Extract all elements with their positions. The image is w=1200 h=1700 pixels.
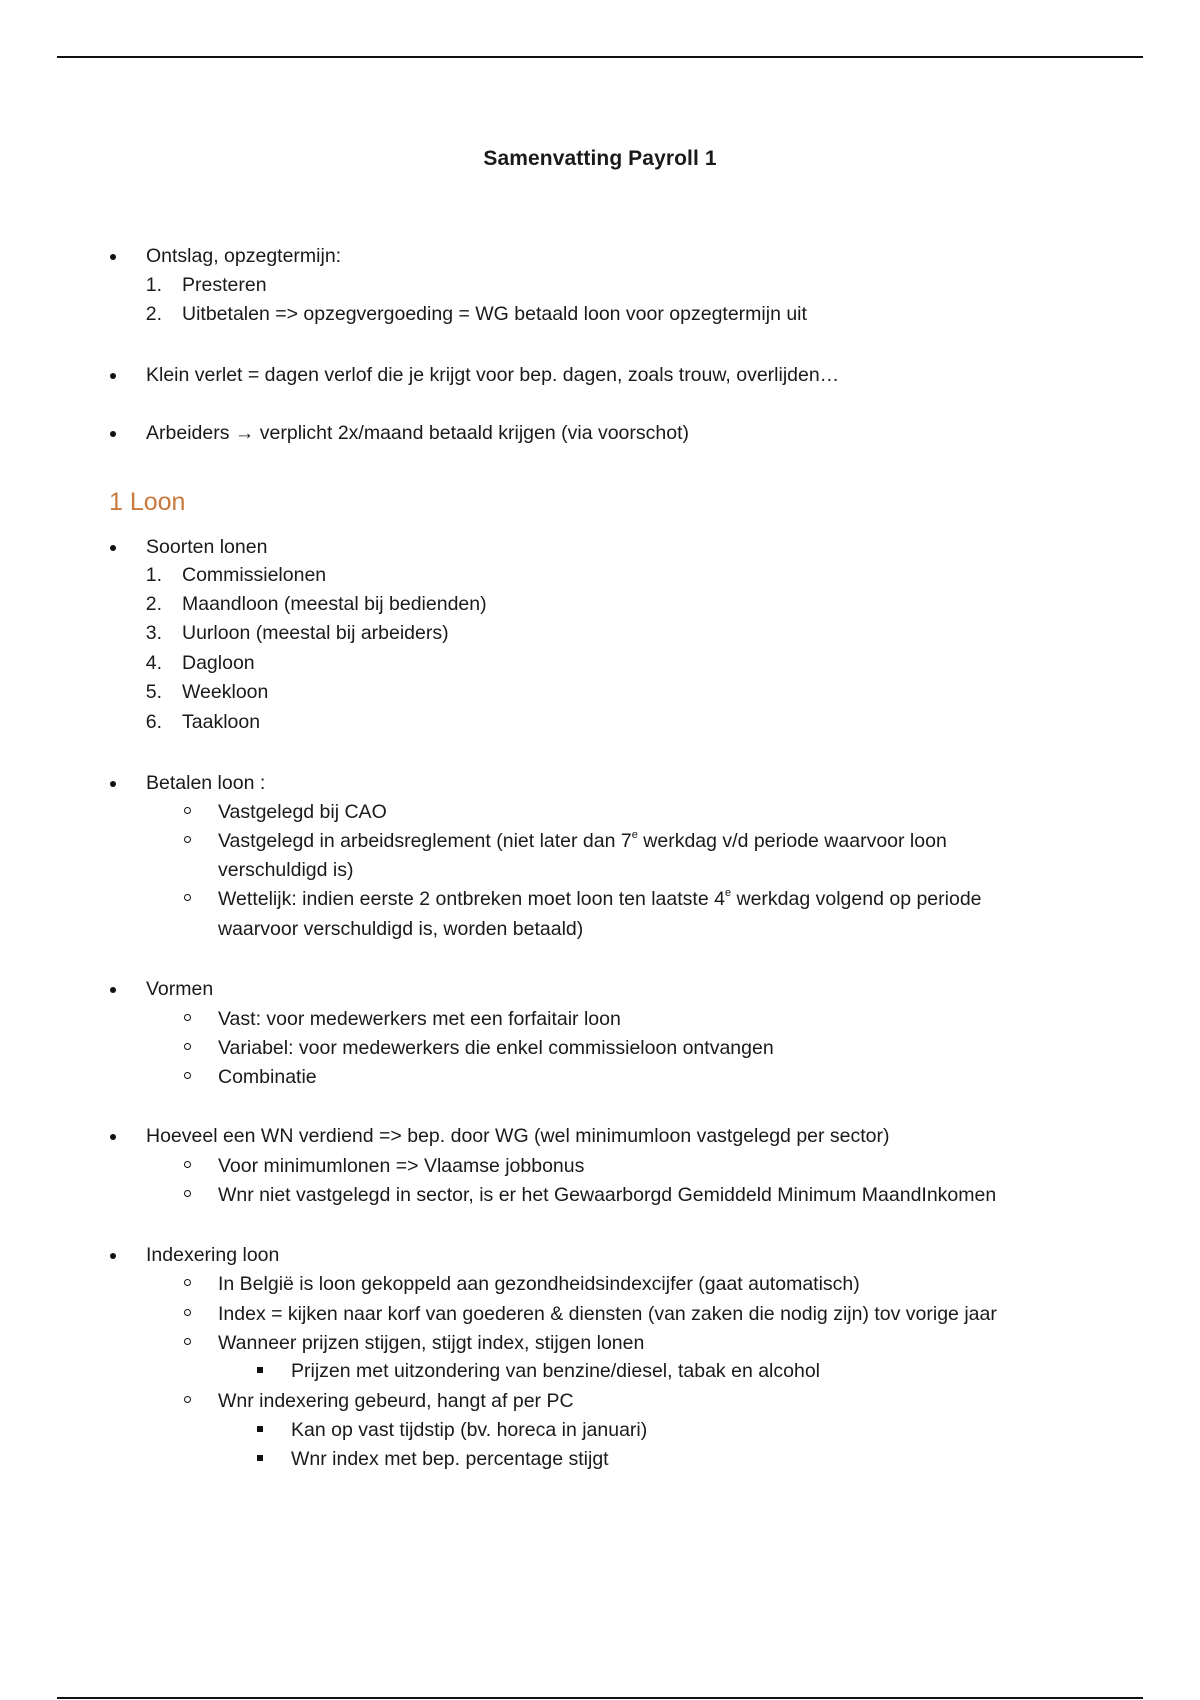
list-item: Dagloon: [182, 652, 255, 674]
list-item: Commissielonen: [182, 564, 327, 586]
bottom-rule: [57, 1697, 1143, 1699]
list-number: 2.: [145, 303, 162, 325]
circle-bullet-icon: [184, 1161, 191, 1168]
list-item: Wettelijk: indien eerste 2 ontbreken moet loon ten laatste 4e werkdag volgend op periode: [218, 887, 982, 910]
list-number: 5.: [145, 681, 162, 703]
circle-bullet-icon: [184, 1072, 191, 1079]
page-title: Samenvatting Payroll 1: [483, 147, 717, 170]
circle-bullet-icon: [184, 894, 191, 901]
list-item: Wnr niet vastgelegd in sector, is er het Gewaarborgd Gemiddeld Minimum MaandInkomen: [218, 1184, 997, 1206]
list-item: Prijzen met uitzondering van benzine/diesel, tabak en alcohol: [291, 1360, 820, 1382]
list-item: Kan op vast tijdstip (bv. horeca in januari): [291, 1419, 648, 1441]
square-bullet-icon: [257, 1367, 263, 1373]
list-item: Arbeiders → verplicht 2x/maand betaald krijgen (via voorschot): [146, 422, 690, 444]
bullet-icon: [110, 431, 116, 437]
circle-bullet-icon: [184, 807, 191, 814]
list-item: Combinatie: [218, 1066, 317, 1088]
list-item-continued: waarvoor verschuldigd is, worden betaald): [218, 918, 584, 940]
list-item: Maandloon (meestal bij bedienden): [182, 593, 487, 615]
square-bullet-icon: [257, 1455, 263, 1461]
bullet-icon: [110, 254, 116, 260]
circle-bullet-icon: [184, 1338, 191, 1345]
list-item-continued: verschuldigd is): [218, 859, 354, 881]
list-item: Soorten lonen: [146, 536, 268, 558]
bullet-icon: [110, 781, 116, 787]
list-number: 1.: [145, 274, 162, 296]
list-item: Weekloon: [182, 681, 269, 703]
list-item: Hoeveel een WN verdiend => bep. door WG (wel minimumloon vastgelegd per sector): [146, 1125, 890, 1147]
list-number: 1.: [145, 564, 162, 586]
circle-bullet-icon: [184, 1014, 191, 1021]
circle-bullet-icon: [184, 836, 191, 843]
square-bullet-icon: [257, 1426, 263, 1432]
list-item: Vast: voor medewerkers met een forfaitair loon: [218, 1008, 621, 1030]
list-item: Index = kijken naar korf van goederen & diensten (van zaken die nodig zijn) tov vorige jaar: [218, 1303, 997, 1325]
list-number: 6.: [145, 711, 162, 733]
list-item: In België is loon gekoppeld aan gezondheidsindexcijfer (gaat automatisch): [218, 1273, 860, 1295]
list-item: Vastgelegd bij CAO: [218, 801, 387, 823]
list-item: Vormen: [146, 978, 214, 1000]
section-heading: 1 Loon: [109, 488, 186, 516]
circle-bullet-icon: [184, 1396, 191, 1403]
list-item: Uurloon (meestal bij arbeiders): [182, 622, 449, 644]
list-number: 4.: [145, 652, 162, 674]
top-rule: [57, 56, 1143, 58]
list-item: Ontslag, opzegtermijn:: [146, 245, 342, 267]
list-item: Indexering loon: [146, 1244, 280, 1266]
list-item: Wnr index met bep. percentage stijgt: [291, 1448, 609, 1470]
bullet-icon: [110, 1134, 116, 1140]
list-number: 3.: [145, 622, 162, 644]
list-item: Wnr indexering gebeurd, hangt af per PC: [218, 1390, 574, 1412]
list-item: Betalen loon :: [146, 772, 266, 794]
bullet-icon: [110, 1253, 116, 1259]
bullet-icon: [110, 545, 116, 551]
circle-bullet-icon: [184, 1190, 191, 1197]
list-item: Voor minimumlonen => Vlaamse jobbonus: [218, 1155, 585, 1177]
list-item: Variabel: voor medewerkers die enkel commissieloon ontvangen: [218, 1037, 774, 1059]
bullet-icon: [110, 987, 116, 993]
list-item: Vastgelegd in arbeidsreglement (niet later dan 7e werkdag v/d periode waarvoor loon: [218, 829, 947, 852]
circle-bullet-icon: [184, 1279, 191, 1286]
list-item: Klein verlet = dagen verlof die je krijgt voor bep. dagen, zoals trouw, overlijden…: [146, 364, 840, 386]
list-item: Taakloon: [182, 711, 261, 733]
bullet-icon: [110, 373, 116, 379]
circle-bullet-icon: [184, 1309, 191, 1316]
list-number: 2.: [145, 593, 162, 615]
list-item: Wanneer prijzen stijgen, stijgt index, stijgen lonen: [218, 1332, 645, 1354]
list-item: Presteren: [182, 274, 267, 296]
list-item: Uitbetalen => opzegvergoeding = WG betaald loon voor opzegtermijn uit: [182, 303, 807, 325]
circle-bullet-icon: [184, 1043, 191, 1050]
